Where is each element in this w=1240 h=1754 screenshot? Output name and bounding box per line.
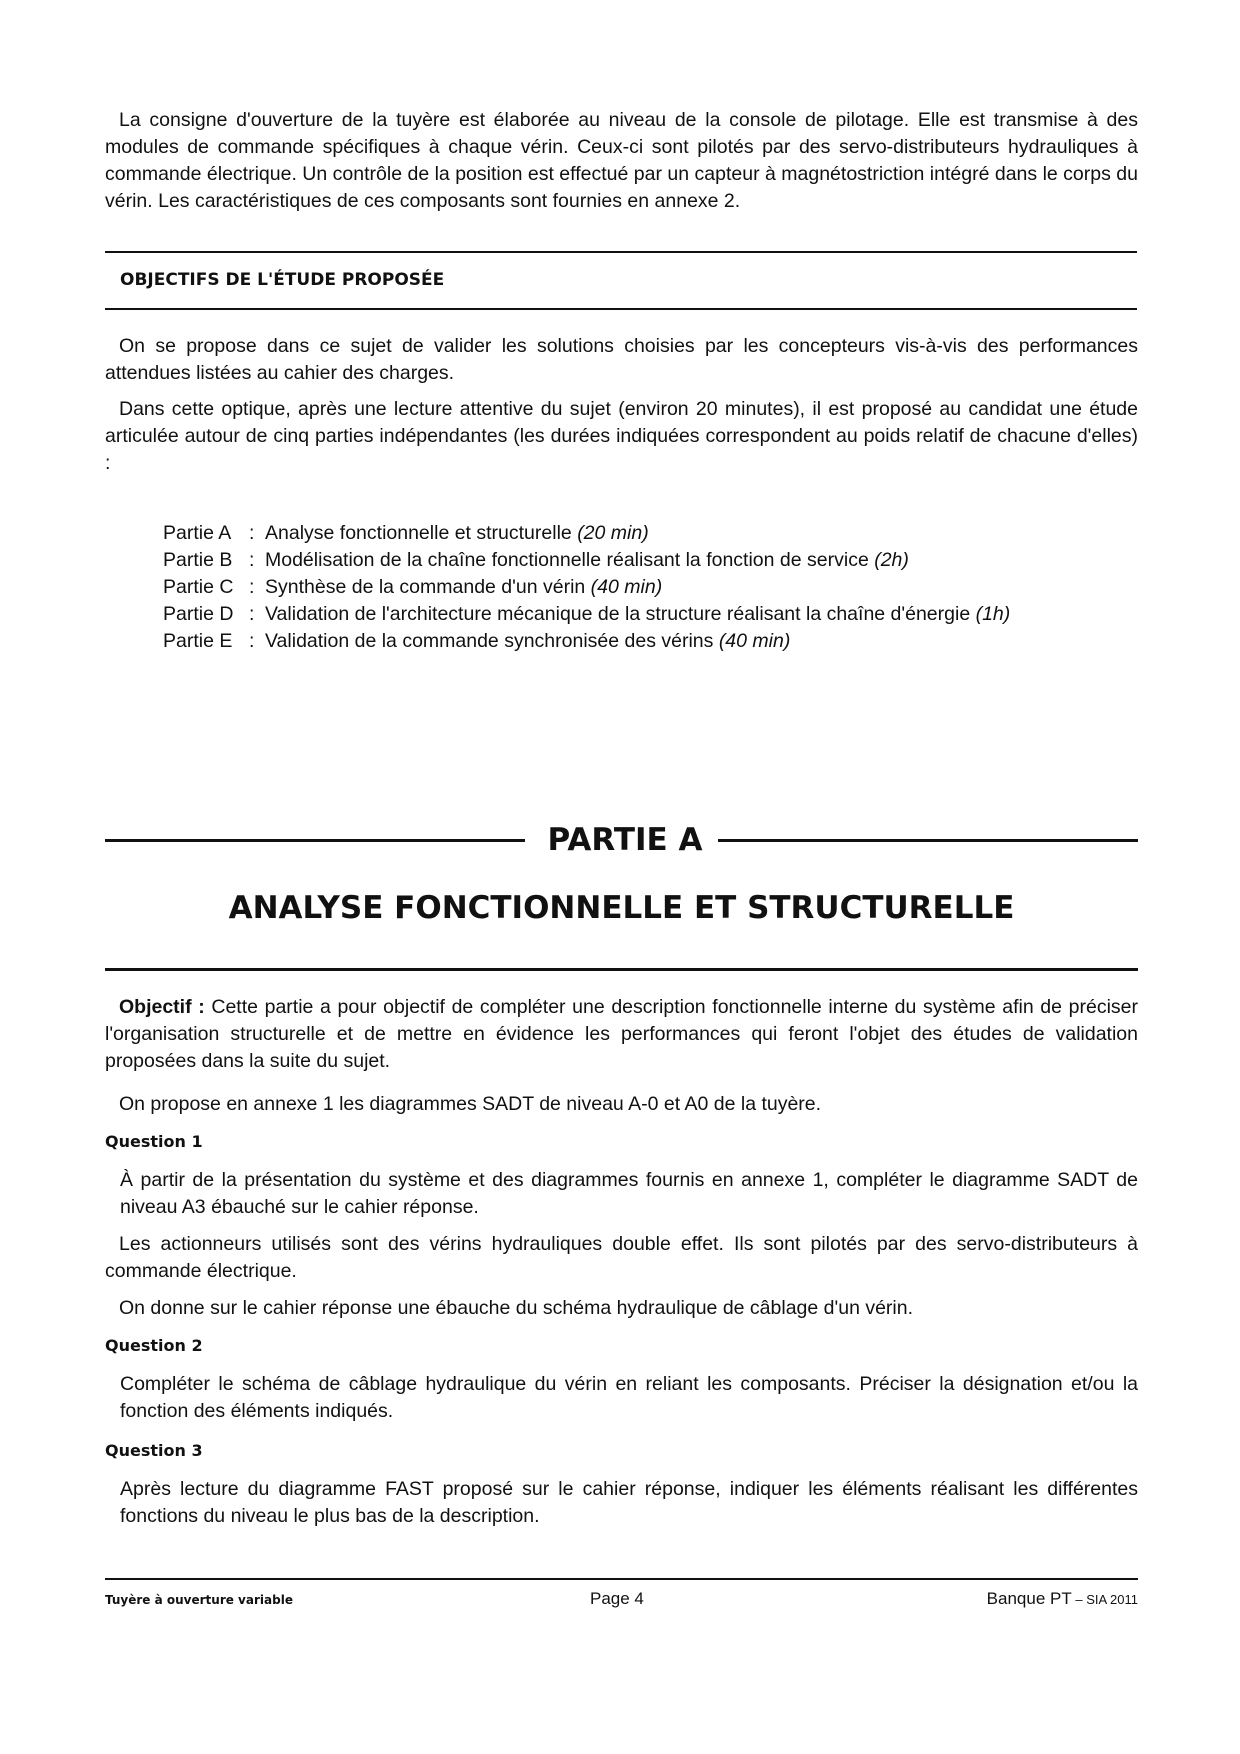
part-label: Partie E [163,630,233,652]
question-1-heading: Question 1 [105,1132,203,1151]
objectives-paragraph-2: Dans cette optique, après une lecture attentive du sujet (environ 20 minutes), il est proposé au candidat une étude articulée autour de cinq parties indépendantes (les durées indiquées correspondent au poids relatif de chacune d'elles) : [105,398,1138,474]
part-row [163,601,1010,628]
part-separator: : [249,522,255,544]
part-label: Partie D [163,603,234,625]
part-label: Partie A [163,522,232,544]
part-duration: (1h) [975,603,1011,625]
question-2-text: Compléter le schéma de câblage hydraulique du vérin en reliant les composants. Préciser la désignation et/ou la fonction des éléments indiqués. [120,1373,1138,1422]
part-text: Validation de la commande synchronisée des vérins [265,630,714,652]
part-separator: : [249,549,255,571]
question-1-paragraph-3: On donne sur le cahier réponse une ébauche du schéma hydraulique de câblage d'un vérin. [119,1297,914,1319]
annex-paragraph: On propose en annexe 1 les diagrammes SADT de niveau A-0 et A0 de la tuyère. [119,1093,822,1115]
part-text: Validation de l'architecture mécanique de la structure réalisant la chaîne d'énergie [265,603,971,625]
footer-exam-session: – SIA 2011 [1071,1592,1138,1607]
part-row [163,520,1010,547]
part-separator: : [249,576,255,598]
parts-list [163,520,1010,655]
objective-text: Cette partie a pour objectif de compléter une description fonctionnelle interne du système afin de préciser l'organisation structurelle et de mettre en évidence les performances qui feront l'objet des études de validation proposées dans la suite du sujet. [105,996,1138,1072]
title-rule-left [105,839,525,842]
part-row [163,547,1010,574]
part-duration: (40 min) [590,576,663,598]
part-text: Modélisation de la chaîne fonctionnelle réalisant la fonction de service [265,549,869,571]
part-label: Partie C [163,576,234,598]
part-duration: (20 min) [577,522,649,544]
objective-paragraph [105,994,1138,1075]
footer-document-title: Tuyère à ouverture variable [105,1593,293,1607]
part-a-subtitle: ANALYSE FONCTIONNELLE ET STRUCTURELLE [228,890,1015,926]
objective-label: Objectif : [119,996,205,1018]
part-separator: : [249,603,255,625]
section-divider-bottom [105,308,1137,310]
objectives-paragraph-1: On se propose dans ce sujet de valider les solutions choisies par les concepteurs vis-à-vis des performances attendues listées au cahier des charges. [105,335,1138,384]
part-text: Synthèse de la commande d'un vérin [265,576,586,598]
question-3-text: Après lecture du diagramme FAST proposé sur le cahier réponse, indiquer les éléments réalisant les différentes fonctions du niveau le plus bas de la description. [120,1478,1138,1527]
question-3-heading: Question 3 [105,1441,203,1460]
title-rule-right [718,839,1138,842]
footer-page-number: Page 4 [590,1589,644,1608]
footer-rule [105,1578,1138,1580]
part-text: Analyse fonctionnelle et structurelle [265,522,572,544]
part-row [163,628,1010,655]
question-2-heading: Question 2 [105,1336,203,1355]
part-label: Partie B [163,549,233,571]
objectives-heading: OBJECTIFS DE L'ÉTUDE PROPOSÉE [120,270,445,290]
question-1-text: À partir de la présentation du système et des diagrammes fournis en annexe 1, compléter le diagramme SADT de niveau A3 ébauché sur le cahier réponse. [120,1169,1138,1218]
part-row [163,574,1010,601]
footer-exam-info [976,1589,1138,1609]
part-a-title: PARTIE A [547,822,703,858]
part-duration: (2h) [874,549,909,571]
part-duration: (40 min) [718,630,791,652]
subtitle-rule [105,968,1138,971]
question-1-paragraph-2: Les actionneurs utilisés sont des vérins hydrauliques double effet. Ils sont pilotés par des servo-distributeurs à commande électrique. [105,1233,1138,1282]
section-divider-top [105,251,1137,253]
intro-paragraph: La consigne d'ouverture de la tuyère est élaborée au niveau de la console de pilotage. Elle est transmise à des modules de commande spécifiques à chaque vérin. Ceux-ci sont pilotés par des servo-distributeurs hydrauliques à commande électrique. Un contrôle de la position est effectué par un capteur à magnétostriction intégré dans le corps du vérin. Les caractéristiques de ces composants sont fournies en annexe 2. [105,109,1138,212]
footer-exam-bank: Banque PT [986,1589,1072,1608]
part-separator: : [249,630,255,652]
